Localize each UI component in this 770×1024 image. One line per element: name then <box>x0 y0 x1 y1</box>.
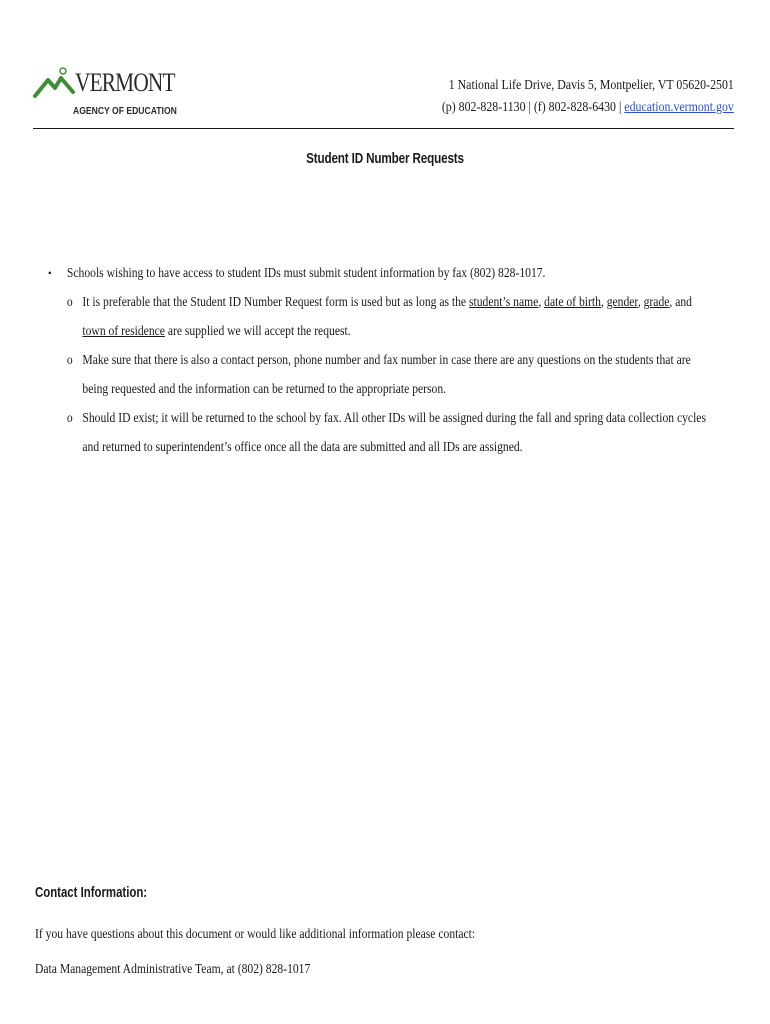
underlined-term: gender <box>606 294 638 309</box>
sub-item-text <box>82 291 692 313</box>
header-divider <box>33 128 734 129</box>
separator: | <box>528 99 532 114</box>
underlined-term: student’s name <box>468 294 539 309</box>
contact-team: Data Management Administrative Team, at (802) 828-1017 <box>35 961 311 976</box>
main-content <box>48 262 748 465</box>
website-link[interactable]: education.vermont.gov <box>624 99 734 114</box>
underlined-term: grade <box>643 294 670 309</box>
conjunction: , and <box>669 294 692 309</box>
sub-list-item-continued <box>48 320 650 349</box>
contact-heading: Contact Information: <box>35 884 148 901</box>
comma: , <box>600 294 607 309</box>
address-block <box>442 74 734 118</box>
sub-item-text-part: are supplied we will accept the request. <box>164 323 351 338</box>
sub-list-item <box>48 407 706 436</box>
mountain-logo-icon <box>33 66 77 102</box>
sub-list-item <box>48 291 692 320</box>
sub-list-item-continued <box>48 378 650 407</box>
sub-item-text-part: It is preferable that the Student ID Number Request form is used but as long as the <box>82 294 469 309</box>
separator: | <box>619 99 622 114</box>
sub-item-text: and returned to superintendent’s office once all the data are submitted and all IDs are assigned. <box>82 439 523 454</box>
contact-text: If you have questions about this document or would like additional information please contact: <box>35 926 476 941</box>
sub-item-text <box>82 320 350 342</box>
sub-item-text: Should ID exist; it will be returned to the school by fax. All other IDs will be assigned during the fall and spring data collection cycles <box>82 410 706 425</box>
bullet-marker: • <box>48 266 52 280</box>
list-item <box>48 262 650 291</box>
address-line: 1 National Life Drive, Davis 5, Montpelier, VT 05620-2501 <box>448 77 734 92</box>
sub-bullet-marker: o <box>66 352 73 367</box>
contact-numbers-line <box>442 96 734 118</box>
comma: , <box>538 294 545 309</box>
vermont-agency-logo <box>33 66 177 122</box>
sub-item-text: Make sure that there is also a contact person, phone number and fax number in case there are any questions on the students that are <box>82 352 691 367</box>
page-title: Student ID Number Requests <box>306 150 464 167</box>
underlined-term: town of residence <box>82 323 165 338</box>
sub-list-item-continued <box>48 436 650 465</box>
sub-item-text: being requested and the information can be returned to the appropriate person. <box>82 381 447 396</box>
logo-wordmark: VERMONT <box>75 68 175 97</box>
comma: , <box>637 294 644 309</box>
sub-list-item <box>48 349 691 378</box>
sub-bullet-marker: o <box>66 410 73 425</box>
phone-number: (p) 802-828-1130 <box>441 99 526 114</box>
logo-agency-name: AGENCY OF EDUCATION <box>73 106 177 117</box>
bullet-text: Schools wishing to have access to student IDs must submit student information by fax (802) 828-1017. <box>66 265 546 280</box>
fax-number: (f) 802-828-6430 <box>533 99 617 114</box>
underlined-term: date of birth <box>544 294 601 309</box>
sub-bullet-marker: o <box>66 294 73 309</box>
